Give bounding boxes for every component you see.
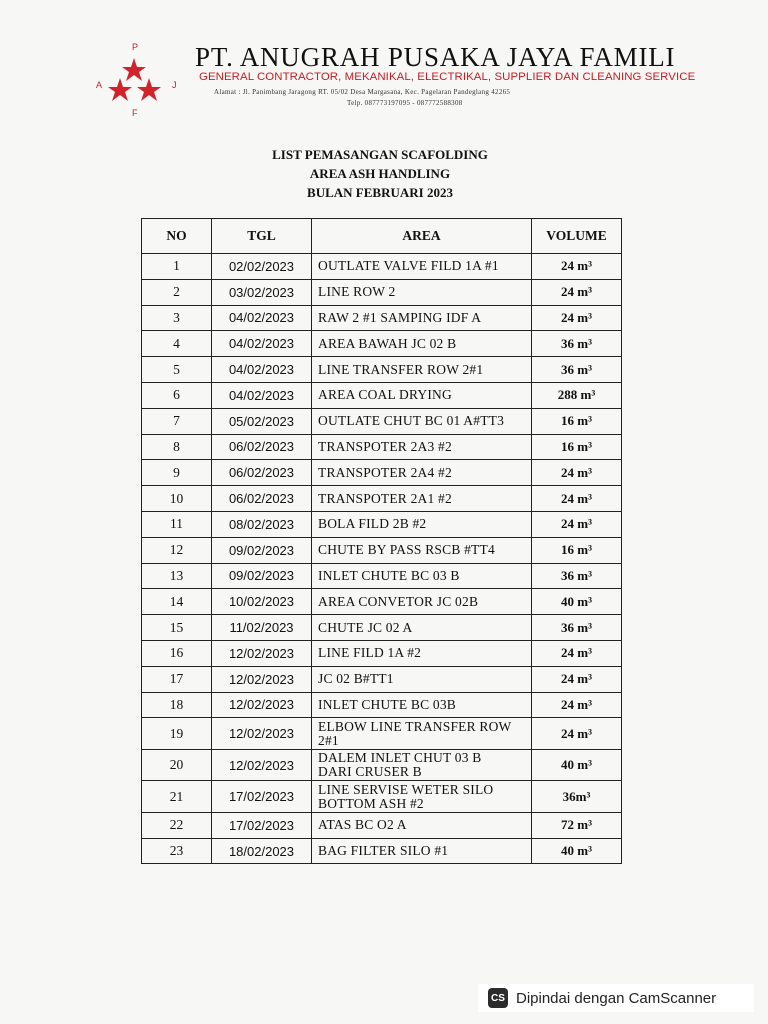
row-date: 02/02/2023	[212, 254, 312, 280]
table-body	[142, 254, 622, 864]
row-volume: 24 m³	[532, 511, 622, 537]
row-area-line-1: TRANSPOTER 2A3 #2	[318, 438, 452, 454]
row-date: 17/02/2023	[212, 812, 312, 838]
row-volume: 288 m³	[532, 382, 622, 408]
row-area-line-1: LINE ROW 2	[318, 284, 396, 300]
row-area-line-1: CHUTE BY PASS RSCB #TT4	[318, 542, 495, 558]
row-area	[312, 718, 532, 750]
row-date: 12/02/2023	[212, 692, 312, 718]
table-row	[142, 666, 622, 692]
row-area	[312, 408, 532, 434]
row-date: 11/02/2023	[212, 615, 312, 641]
table-row	[142, 357, 622, 383]
row-area-line-1: DALEM INLET CHUT 03 B	[318, 750, 482, 766]
row-date: 06/02/2023	[212, 486, 312, 512]
header-no: NO	[142, 219, 212, 254]
row-volume: 24 m³	[532, 460, 622, 486]
camscanner-watermark	[478, 984, 754, 1012]
row-area-line-1: LINE SERVISE WETER SILO	[318, 781, 494, 797]
row-area-line-1: AREA BAWAH JC 02 B	[318, 335, 457, 351]
row-volume: 36 m³	[532, 331, 622, 357]
row-area	[312, 812, 532, 838]
row-no: 1	[142, 254, 212, 280]
table-row	[142, 589, 622, 615]
row-area	[312, 666, 532, 692]
header-volume: VOLUME	[532, 219, 622, 254]
row-date: 08/02/2023	[212, 511, 312, 537]
row-area	[312, 305, 532, 331]
row-no: 6	[142, 382, 212, 408]
row-no: 12	[142, 537, 212, 563]
row-volume: 36m³	[532, 781, 622, 813]
row-volume: 40 m³	[532, 589, 622, 615]
table-row	[142, 718, 622, 750]
table-row	[142, 838, 622, 864]
company-services: GENERAL CONTRACTOR, MEKANIKAL, ELECTRIKAL, SUPPLIER DAN CLEANING SERVICE	[199, 71, 696, 83]
row-no: 21	[142, 781, 212, 813]
title-line-1: LIST PEMASANGAN SCAFOLDING	[272, 147, 488, 162]
logo-letter-left: A	[96, 80, 103, 90]
table-row	[142, 537, 622, 563]
table-row	[142, 486, 622, 512]
row-area-line-1: ATAS BC O2 A	[318, 817, 407, 833]
row-date: 04/02/2023	[212, 331, 312, 357]
row-area	[312, 382, 532, 408]
row-no: 23	[142, 838, 212, 864]
row-no: 9	[142, 460, 212, 486]
row-volume: 24 m³	[532, 666, 622, 692]
row-area-line-1: TRANSPOTER 2A1 #2	[318, 490, 452, 506]
row-no: 10	[142, 486, 212, 512]
row-area	[312, 838, 532, 864]
row-no: 2	[142, 279, 212, 305]
table-row	[142, 640, 622, 666]
row-date: 18/02/2023	[212, 838, 312, 864]
row-no: 19	[142, 718, 212, 750]
table-row	[142, 331, 622, 357]
row-area-line-1: RAW 2 #1 SAMPING IDF A	[318, 309, 482, 325]
row-date: 09/02/2023	[212, 563, 312, 589]
row-no: 3	[142, 305, 212, 331]
row-area	[312, 781, 532, 813]
row-volume: 72 m³	[532, 812, 622, 838]
table-row	[142, 382, 622, 408]
row-area	[312, 692, 532, 718]
row-date: 04/02/2023	[212, 305, 312, 331]
row-no: 15	[142, 615, 212, 641]
table-row	[142, 408, 622, 434]
logo-letter-right: J	[172, 80, 177, 90]
document-title	[0, 145, 760, 202]
row-area-line-1: ELBOW LINE TRANSFER ROW	[318, 718, 512, 734]
row-area	[312, 563, 532, 589]
row-area	[312, 537, 532, 563]
row-area-line-1: OUTLATE VALVE FILD 1A #1	[318, 258, 499, 274]
row-no: 17	[142, 666, 212, 692]
row-no: 13	[142, 563, 212, 589]
company-logo	[96, 42, 180, 120]
row-area-line-1: TRANSPOTER 2A4 #2	[318, 464, 452, 480]
title-line-2: AREA ASH HANDLING	[309, 166, 451, 181]
row-area-line-2: BOTTOM ASH #2	[318, 795, 424, 811]
row-no: 7	[142, 408, 212, 434]
row-volume: 24 m³	[532, 254, 622, 280]
row-no: 4	[142, 331, 212, 357]
row-no: 8	[142, 434, 212, 460]
table-row	[142, 749, 622, 781]
table-row	[142, 615, 622, 641]
row-no: 20	[142, 749, 212, 781]
row-area-line-1: AREA CONVETOR JC 02B	[318, 593, 479, 609]
row-volume: 24 m³	[532, 279, 622, 305]
row-date: 09/02/2023	[212, 537, 312, 563]
row-date: 10/02/2023	[212, 589, 312, 615]
company-name: PT. ANUGRAH PUSAKA JAYA FAMILI	[195, 42, 676, 72]
row-date: 12/02/2023	[212, 666, 312, 692]
row-volume: 36 m³	[532, 357, 622, 383]
row-volume: 24 m³	[532, 305, 622, 331]
row-date: 04/02/2023	[212, 357, 312, 383]
row-area	[312, 486, 532, 512]
camscanner-icon: CS	[488, 988, 508, 1008]
row-area	[312, 615, 532, 641]
table-header-row	[142, 219, 622, 254]
row-date: 04/02/2023	[212, 382, 312, 408]
row-area-line-2: DARI CRUSER B	[318, 764, 422, 780]
logo-letter-top: P	[132, 42, 139, 52]
row-area	[312, 254, 532, 280]
row-volume: 16 m³	[532, 537, 622, 563]
header-area: AREA	[312, 219, 532, 254]
row-volume: 24 m³	[532, 486, 622, 512]
row-no: 16	[142, 640, 212, 666]
row-volume: 40 m³	[532, 838, 622, 864]
company-address: Alamat : Jl. Panimbang Jaragong RT. 05/02 Desa Margasana, Kec. Pagelaran Pandeglang 42265	[214, 88, 511, 96]
row-date: 03/02/2023	[212, 279, 312, 305]
table-row	[142, 279, 622, 305]
table-row	[142, 781, 622, 813]
table-row	[142, 511, 622, 537]
title-line-3: BULAN FEBRUARI 2023	[307, 185, 453, 200]
row-volume: 16 m³	[532, 408, 622, 434]
row-area-line-1: LINE TRANSFER ROW 2#1	[318, 361, 484, 377]
scaffolding-table-wrapper	[141, 218, 622, 864]
row-area	[312, 357, 532, 383]
row-volume: 24 m³	[532, 718, 622, 750]
table-row	[142, 305, 622, 331]
row-area	[312, 589, 532, 615]
row-date: 06/02/2023	[212, 460, 312, 486]
scaffolding-table	[141, 218, 622, 864]
logo-stars-icon	[102, 54, 172, 106]
row-area	[312, 434, 532, 460]
row-date: 06/02/2023	[212, 434, 312, 460]
table-row	[142, 563, 622, 589]
row-volume: 36 m³	[532, 615, 622, 641]
row-area-line-2: 2#1	[318, 732, 339, 748]
row-area-line-1: INLET CHUTE BC 03B	[318, 696, 456, 712]
row-no: 14	[142, 589, 212, 615]
row-area-line-1: CHUTE JC 02 A	[318, 619, 413, 635]
row-no: 5	[142, 357, 212, 383]
row-area	[312, 640, 532, 666]
row-date: 17/02/2023	[212, 781, 312, 813]
row-area	[312, 331, 532, 357]
logo-letter-bottom: F	[132, 108, 138, 118]
row-area	[312, 749, 532, 781]
row-area-line-1: LINE FILD 1A #2	[318, 645, 422, 661]
row-volume: 16 m³	[532, 434, 622, 460]
row-volume: 36 m³	[532, 563, 622, 589]
row-date: 12/02/2023	[212, 640, 312, 666]
row-area-line-1: AREA COAL DRYING	[318, 387, 452, 403]
row-area	[312, 511, 532, 537]
row-date: 12/02/2023	[212, 749, 312, 781]
table-row	[142, 460, 622, 486]
camscanner-text: Dipindai dengan CamScanner	[516, 989, 717, 1007]
row-no: 22	[142, 812, 212, 838]
table-row	[142, 434, 622, 460]
row-volume: 24 m³	[532, 692, 622, 718]
row-no: 18	[142, 692, 212, 718]
table-row	[142, 692, 622, 718]
row-area-line-1: BOLA FILD 2B #2	[318, 516, 427, 532]
row-area	[312, 460, 532, 486]
row-date: 05/02/2023	[212, 408, 312, 434]
header-tgl: TGL	[212, 219, 312, 254]
table-row	[142, 254, 622, 280]
company-phone: Telp. 087773197095 - 087772588308	[347, 99, 463, 107]
row-no: 11	[142, 511, 212, 537]
row-area-line-1: BAG FILTER SILO #1	[318, 843, 449, 859]
row-date: 12/02/2023	[212, 718, 312, 750]
row-volume: 24 m³	[532, 640, 622, 666]
row-area-line-1: OUTLATE CHUT BC 01 A#TT3	[318, 413, 505, 429]
row-volume: 40 m³	[532, 749, 622, 781]
table-row	[142, 812, 622, 838]
row-area-line-1: INLET CHUTE BC 03 B	[318, 567, 460, 583]
row-area-line-1: JC 02 B#TT1	[318, 671, 394, 687]
row-area	[312, 279, 532, 305]
